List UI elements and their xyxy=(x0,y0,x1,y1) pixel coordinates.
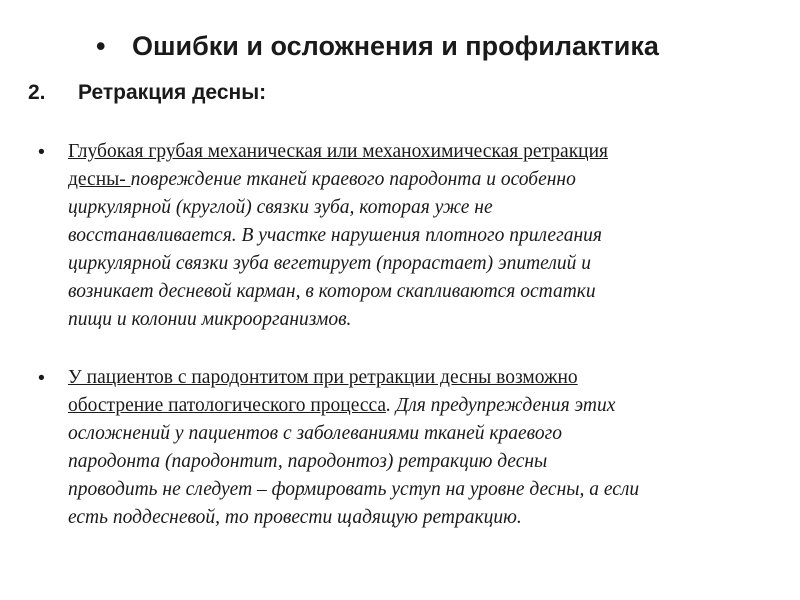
italic-text: осложнений у пациентов с заболеваниями тканей краевого xyxy=(68,423,562,444)
italic-text: повреждение тканей краевого пародонта и особенно xyxy=(130,169,576,190)
italic-text: восстанавливается. В участке нарушения плотного прилегания xyxy=(68,225,602,246)
underlined-text: У пациентов с пародонтитом при ретракции десны возможно xyxy=(68,367,578,388)
title-bullet: • xyxy=(96,31,106,61)
text-line xyxy=(68,222,773,250)
text-line xyxy=(68,420,773,448)
underlined-text: обострение патологического процесса xyxy=(68,395,387,416)
underlined-text: Глубокая грубая механическая или механохимическая ретракция xyxy=(68,141,609,162)
italic-text: пародонта (пародонтит, пародонтоз) ретракцию десны xyxy=(68,451,548,472)
text-line xyxy=(68,250,773,278)
title-text: Ошибки и осложнения и профилактика xyxy=(132,31,659,61)
section-heading-text: Ретракция десны: xyxy=(78,81,267,104)
text-line xyxy=(68,194,773,222)
paragraph-text xyxy=(68,364,773,532)
italic-text: пищи и колонии микроорганизмов. xyxy=(68,309,352,330)
italic-text: циркулярной связки зуба вегетирует (прорастает) эпителий и xyxy=(68,253,591,274)
section-heading xyxy=(28,78,266,108)
italic-text: проводить не следует – формировать уступ на уровне десны, а если xyxy=(68,479,640,500)
italic-text: циркулярной (круглой) связки зуба, которая уже не xyxy=(68,197,493,218)
text-line xyxy=(68,306,773,334)
italic-text: есть поддесневой, то провести щадящую ретракцию. xyxy=(68,507,522,528)
text-line xyxy=(68,138,773,166)
underlined-text: десны- xyxy=(68,169,131,190)
paragraph-1 xyxy=(38,138,773,334)
text-line xyxy=(68,364,773,392)
paragraph-text xyxy=(68,138,773,334)
text-line xyxy=(68,278,773,306)
paragraph-bullet: • xyxy=(38,141,45,163)
italic-text: возникает десневой карман, в котором скапливаются остатки xyxy=(68,281,596,302)
text-line xyxy=(68,504,773,532)
italic-text: . Для предупреждения этих xyxy=(386,395,616,416)
text-line xyxy=(68,476,773,504)
slide-title xyxy=(96,28,776,64)
text-line xyxy=(68,448,773,476)
text-line xyxy=(68,166,773,194)
paragraph-bullet: • xyxy=(38,367,45,389)
section-number: 2. xyxy=(28,81,46,104)
text-line xyxy=(68,392,773,420)
paragraph-2 xyxy=(38,364,773,532)
